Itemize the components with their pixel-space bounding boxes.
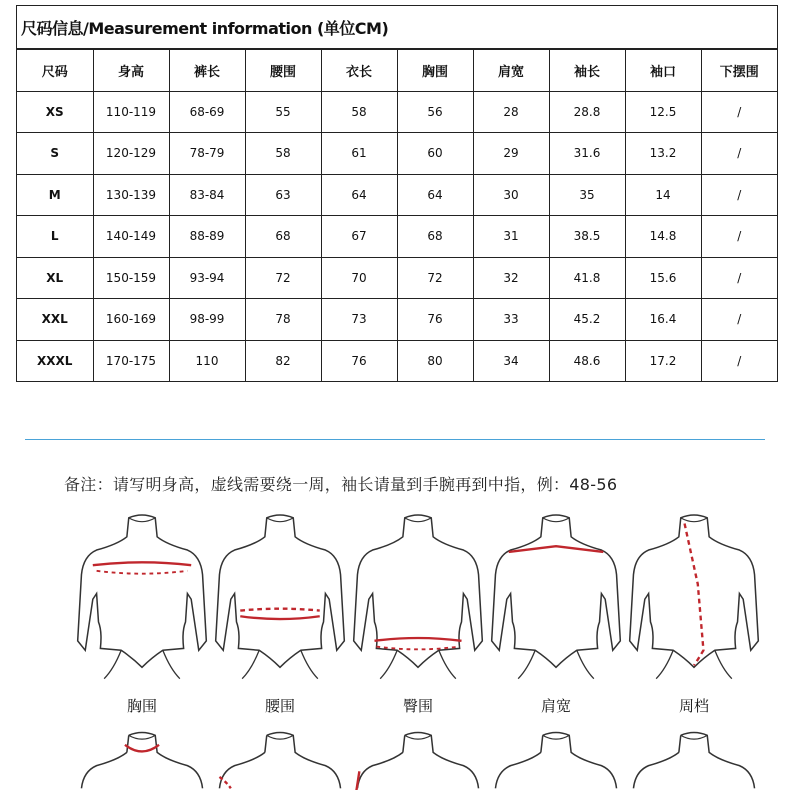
table-cell: 64	[321, 174, 397, 216]
column-header: 身高	[93, 50, 169, 92]
measurement-figure-partial	[486, 728, 626, 790]
measurement-figure-partial	[624, 728, 764, 790]
table-cell: 76	[321, 340, 397, 381]
measurement-figure-partial	[210, 728, 350, 790]
size-cell: L	[17, 216, 93, 258]
table-title: 尺码信息/Measurement information (单位CM)	[17, 6, 777, 49]
figure-label: 腰围	[264, 697, 295, 715]
table-cell: /	[701, 257, 777, 299]
table-cell: 80	[397, 340, 473, 381]
figure-label: 臀围	[402, 697, 433, 715]
table-cell: 64	[397, 174, 473, 216]
table-cell: 60	[397, 133, 473, 175]
table-cell: 33	[473, 299, 549, 341]
column-header: 尺码	[17, 50, 93, 92]
column-header: 下摆围	[701, 50, 777, 92]
table-cell: 31.6	[549, 133, 625, 175]
table-cell: 130-139	[93, 174, 169, 216]
table-cell: 82	[245, 340, 321, 381]
table-cell: 68	[245, 216, 321, 258]
size-cell: XXXL	[17, 340, 93, 381]
measurement-figure-crotch	[624, 503, 764, 715]
column-header: 袖长	[549, 50, 625, 92]
table-row	[17, 91, 777, 133]
column-header: 肩宽	[473, 50, 549, 92]
table-cell: 16.4	[625, 299, 701, 341]
table-cell: 41.8	[549, 257, 625, 299]
column-header: 衣长	[321, 50, 397, 92]
column-header: 裤长	[169, 50, 245, 92]
table-row	[17, 174, 777, 216]
table-cell: 28	[473, 91, 549, 133]
measurement-note: 备注：请写明身高，虚线需要绕一周，袖长请量到手腕再到中指，例：48-56	[64, 475, 618, 494]
section-divider	[25, 439, 765, 440]
table-cell: 61	[321, 133, 397, 175]
table-cell: /	[701, 174, 777, 216]
table-cell: 28.8	[549, 91, 625, 133]
size-cell: M	[17, 174, 93, 216]
table-cell: 76	[397, 299, 473, 341]
table-cell: 78	[245, 299, 321, 341]
table-cell: 98-99	[169, 299, 245, 341]
figure-label: 肩宽	[540, 697, 571, 715]
table-cell: 48.6	[549, 340, 625, 381]
size-cell: XS	[17, 91, 93, 133]
table-cell: 17.2	[625, 340, 701, 381]
table-cell: 58	[245, 133, 321, 175]
measurement-figure-partial	[72, 728, 212, 790]
table-cell: /	[701, 91, 777, 133]
table-cell: 88-89	[169, 216, 245, 258]
table-cell: 56	[397, 91, 473, 133]
table-row	[17, 133, 777, 175]
table-cell: 14.8	[625, 216, 701, 258]
table-cell: 93-94	[169, 257, 245, 299]
table-row	[17, 340, 777, 381]
table-cell: 72	[397, 257, 473, 299]
table-cell: 120-129	[93, 133, 169, 175]
table-cell: 30	[473, 174, 549, 216]
table-cell: 55	[245, 91, 321, 133]
figure-label: 胸围	[126, 697, 157, 715]
size-cell: XL	[17, 257, 93, 299]
table-cell: 110	[169, 340, 245, 381]
column-header: 腰围	[245, 50, 321, 92]
measurement-figure-chest	[72, 503, 212, 715]
table-cell: 15.6	[625, 257, 701, 299]
table-cell: 38.5	[549, 216, 625, 258]
table-cell: /	[701, 299, 777, 341]
table-cell: 58	[321, 91, 397, 133]
table-cell: 45.2	[549, 299, 625, 341]
measurement-table	[17, 49, 777, 381]
table-cell: 29	[473, 133, 549, 175]
table-cell: /	[701, 340, 777, 381]
table-cell: 12.5	[625, 91, 701, 133]
table-cell: 68-69	[169, 91, 245, 133]
table-header-row	[17, 50, 777, 92]
table-cell: 68	[397, 216, 473, 258]
table-cell: /	[701, 216, 777, 258]
table-cell: 72	[245, 257, 321, 299]
table-cell: 63	[245, 174, 321, 216]
table-row	[17, 299, 777, 341]
size-cell: XXL	[17, 299, 93, 341]
table-cell: 13.2	[625, 133, 701, 175]
table-cell: 160-169	[93, 299, 169, 341]
table-cell: 32	[473, 257, 549, 299]
table-cell: 140-149	[93, 216, 169, 258]
measurement-figure-partial	[348, 728, 488, 790]
figure-label: 周档	[678, 697, 709, 715]
table-cell: 110-119	[93, 91, 169, 133]
measurement-figure-waist	[210, 503, 350, 715]
table-cell: 67	[321, 216, 397, 258]
table-cell: 73	[321, 299, 397, 341]
column-header: 胸围	[397, 50, 473, 92]
table-cell: 78-79	[169, 133, 245, 175]
size-cell: S	[17, 133, 93, 175]
table-cell: 34	[473, 340, 549, 381]
table-row	[17, 257, 777, 299]
measurement-figure-hip	[348, 503, 488, 715]
measurement-table-container	[16, 5, 778, 382]
table-cell: 83-84	[169, 174, 245, 216]
table-cell: 31	[473, 216, 549, 258]
table-cell: /	[701, 133, 777, 175]
table-cell: 150-159	[93, 257, 169, 299]
table-cell: 14	[625, 174, 701, 216]
table-row	[17, 216, 777, 258]
table-cell: 35	[549, 174, 625, 216]
column-header: 袖口	[625, 50, 701, 92]
table-cell: 70	[321, 257, 397, 299]
table-cell: 170-175	[93, 340, 169, 381]
measurement-figure-shoulder	[486, 503, 626, 715]
